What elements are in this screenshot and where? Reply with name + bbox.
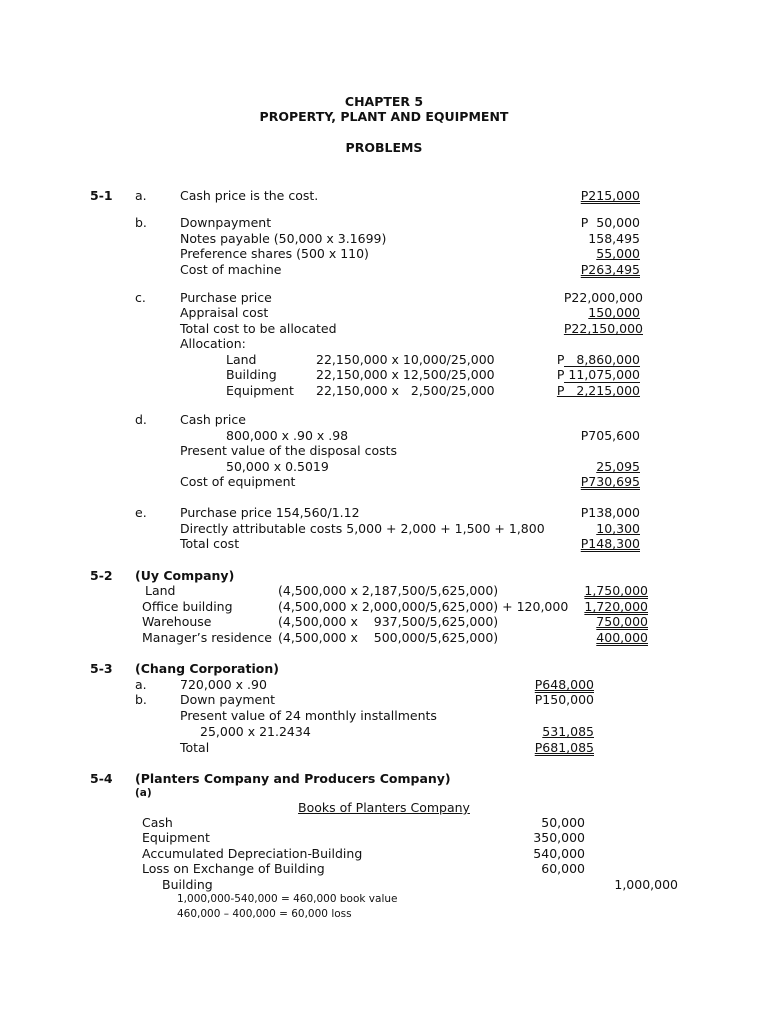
calculation: 50,000 x 0.5019 bbox=[226, 459, 329, 474]
line-label: Land bbox=[145, 583, 176, 598]
line-label: Cash price bbox=[180, 412, 246, 427]
amount: P730,695 bbox=[580, 474, 640, 489]
calculation: 25,000 x 21.2434 bbox=[200, 724, 311, 739]
line-label: Office building bbox=[142, 599, 233, 614]
debit-amount: 60,000 bbox=[541, 861, 585, 876]
line-label: Appraisal cost bbox=[180, 305, 269, 320]
amount: 158,495 bbox=[588, 231, 640, 246]
debit-amount: 540,000 bbox=[533, 846, 585, 861]
books-title: Books of Planters Company bbox=[298, 800, 470, 815]
line-label: Total bbox=[180, 740, 210, 755]
line-label: Cost of equipment bbox=[180, 474, 296, 489]
amount: P148,300 bbox=[580, 536, 640, 551]
page-title: PROPERTY, PLANT AND EQUIPMENT bbox=[259, 109, 509, 124]
problem-number: 5-3 bbox=[90, 661, 113, 676]
amount: P648,000 bbox=[534, 677, 594, 692]
line-label: Building bbox=[226, 367, 277, 382]
amount: P22,000,000 bbox=[563, 290, 643, 305]
journal-debit-account: Cash bbox=[142, 815, 173, 830]
amount: P215,000 bbox=[580, 188, 640, 203]
item-letter: d. bbox=[135, 412, 147, 427]
problem-number: 5-1 bbox=[90, 188, 113, 203]
debit-amount: 350,000 bbox=[533, 830, 585, 845]
computation-note: 460,000 – 400,000 = 60,000 loss bbox=[177, 908, 352, 920]
amount: 25,095 bbox=[596, 459, 640, 474]
amount: P22,150,000 bbox=[563, 321, 643, 336]
line-label: Down payment bbox=[180, 692, 276, 707]
item-letter: a. bbox=[135, 677, 147, 692]
debit-amount: 50,000 bbox=[541, 815, 585, 830]
calculation: (4,500,000 x 2,000,000/5,625,000) + 120,000 bbox=[278, 599, 569, 614]
calculation: (4,500,000 x 500,000/5,625,000) bbox=[278, 630, 499, 645]
calculation: (4,500,000 x 937,500/5,625,000) bbox=[278, 614, 499, 629]
item-letter: b. bbox=[135, 215, 147, 230]
chapter-heading: CHAPTER 5 bbox=[344, 94, 424, 109]
part-label: (a) bbox=[135, 787, 152, 799]
journal-debit-account: Accumulated Depreciation-Building bbox=[142, 846, 363, 861]
company-name: (Planters Company and Producers Company) bbox=[135, 771, 451, 786]
amount: P138,000 bbox=[580, 505, 640, 520]
company-name: (Chang Corporation) bbox=[135, 661, 279, 676]
item-letter: b. bbox=[135, 692, 147, 707]
amount: P 50,000 bbox=[580, 215, 640, 230]
section-heading: PROBLEMS bbox=[345, 140, 423, 155]
rule-line bbox=[564, 382, 640, 383]
computation-note: 1,000,000-540,000 = 460,000 book value bbox=[177, 893, 398, 905]
line-label: Land bbox=[226, 352, 257, 367]
rule-line bbox=[564, 366, 640, 367]
line-label: Total cost to be allocated bbox=[180, 321, 337, 336]
line-label: Downpayment bbox=[180, 215, 272, 230]
amount: P263,495 bbox=[580, 262, 640, 277]
calculation: 800,000 x .90 x .98 bbox=[226, 428, 349, 443]
item-letter: e. bbox=[135, 505, 147, 520]
amount: 150,000 bbox=[588, 305, 640, 320]
amount: 1,750,000 bbox=[584, 583, 648, 598]
calculation: 22,150,000 x 2,500/25,000 bbox=[316, 383, 495, 398]
line-label: Present value of 24 monthly installments bbox=[180, 708, 437, 723]
amount: 750,000 bbox=[596, 614, 648, 629]
amount: 10,300 bbox=[596, 521, 640, 536]
credit-amount: 1,000,000 bbox=[614, 877, 678, 892]
journal-debit-account: Loss on Exchange of Building bbox=[142, 861, 325, 876]
problem-number: 5-2 bbox=[90, 568, 113, 583]
line-label: Cost of machine bbox=[180, 262, 282, 277]
line-label: Manager’s residence bbox=[142, 630, 272, 645]
journal-debit-account: Equipment bbox=[142, 830, 210, 845]
amount: 1,720,000 bbox=[584, 599, 648, 614]
item-letter: c. bbox=[135, 290, 146, 305]
amount: P 8,860,000 bbox=[556, 352, 640, 367]
journal-credit-account: Building bbox=[162, 877, 213, 892]
line-label: Total cost bbox=[180, 536, 240, 551]
problem-number: 5-4 bbox=[90, 771, 113, 786]
amount: P681,085 bbox=[534, 740, 594, 755]
amount: 400,000 bbox=[596, 630, 648, 645]
calculation: 22,150,000 x 12,500/25,000 bbox=[316, 367, 495, 382]
company-name: (Uy Company) bbox=[135, 568, 235, 583]
line-label: Purchase price bbox=[180, 290, 272, 305]
calculation: 22,150,000 x 10,000/25,000 bbox=[316, 352, 495, 367]
line-label: Warehouse bbox=[142, 614, 212, 629]
item-letter: a. bbox=[135, 188, 147, 203]
line-label: Directly attributable costs 5,000 + 2,000 + 1,500 + 1,800 bbox=[180, 521, 545, 536]
line-label: Preference shares (500 x 110) bbox=[180, 246, 369, 261]
line-label: Notes payable (50,000 x 3.1699) bbox=[180, 231, 387, 246]
amount: P 11,075,000 bbox=[556, 367, 640, 382]
amount: 55,000 bbox=[596, 246, 640, 261]
amount: P 2,215,000 bbox=[556, 383, 640, 398]
line-label: Equipment bbox=[226, 383, 294, 398]
calculation: (4,500,000 x 2,187,500/5,625,000) bbox=[278, 583, 499, 598]
amount: 531,085 bbox=[542, 724, 594, 739]
line-label: Cash price is the cost. bbox=[180, 188, 319, 203]
line-label: Present value of the disposal costs bbox=[180, 443, 398, 458]
amount: P705,600 bbox=[580, 428, 640, 443]
line-label: Purchase price 154,560/1.12 bbox=[180, 505, 360, 520]
calculation: 720,000 x .90 bbox=[180, 677, 267, 692]
amount: P150,000 bbox=[534, 692, 594, 707]
line-label: Allocation: bbox=[180, 336, 246, 351]
